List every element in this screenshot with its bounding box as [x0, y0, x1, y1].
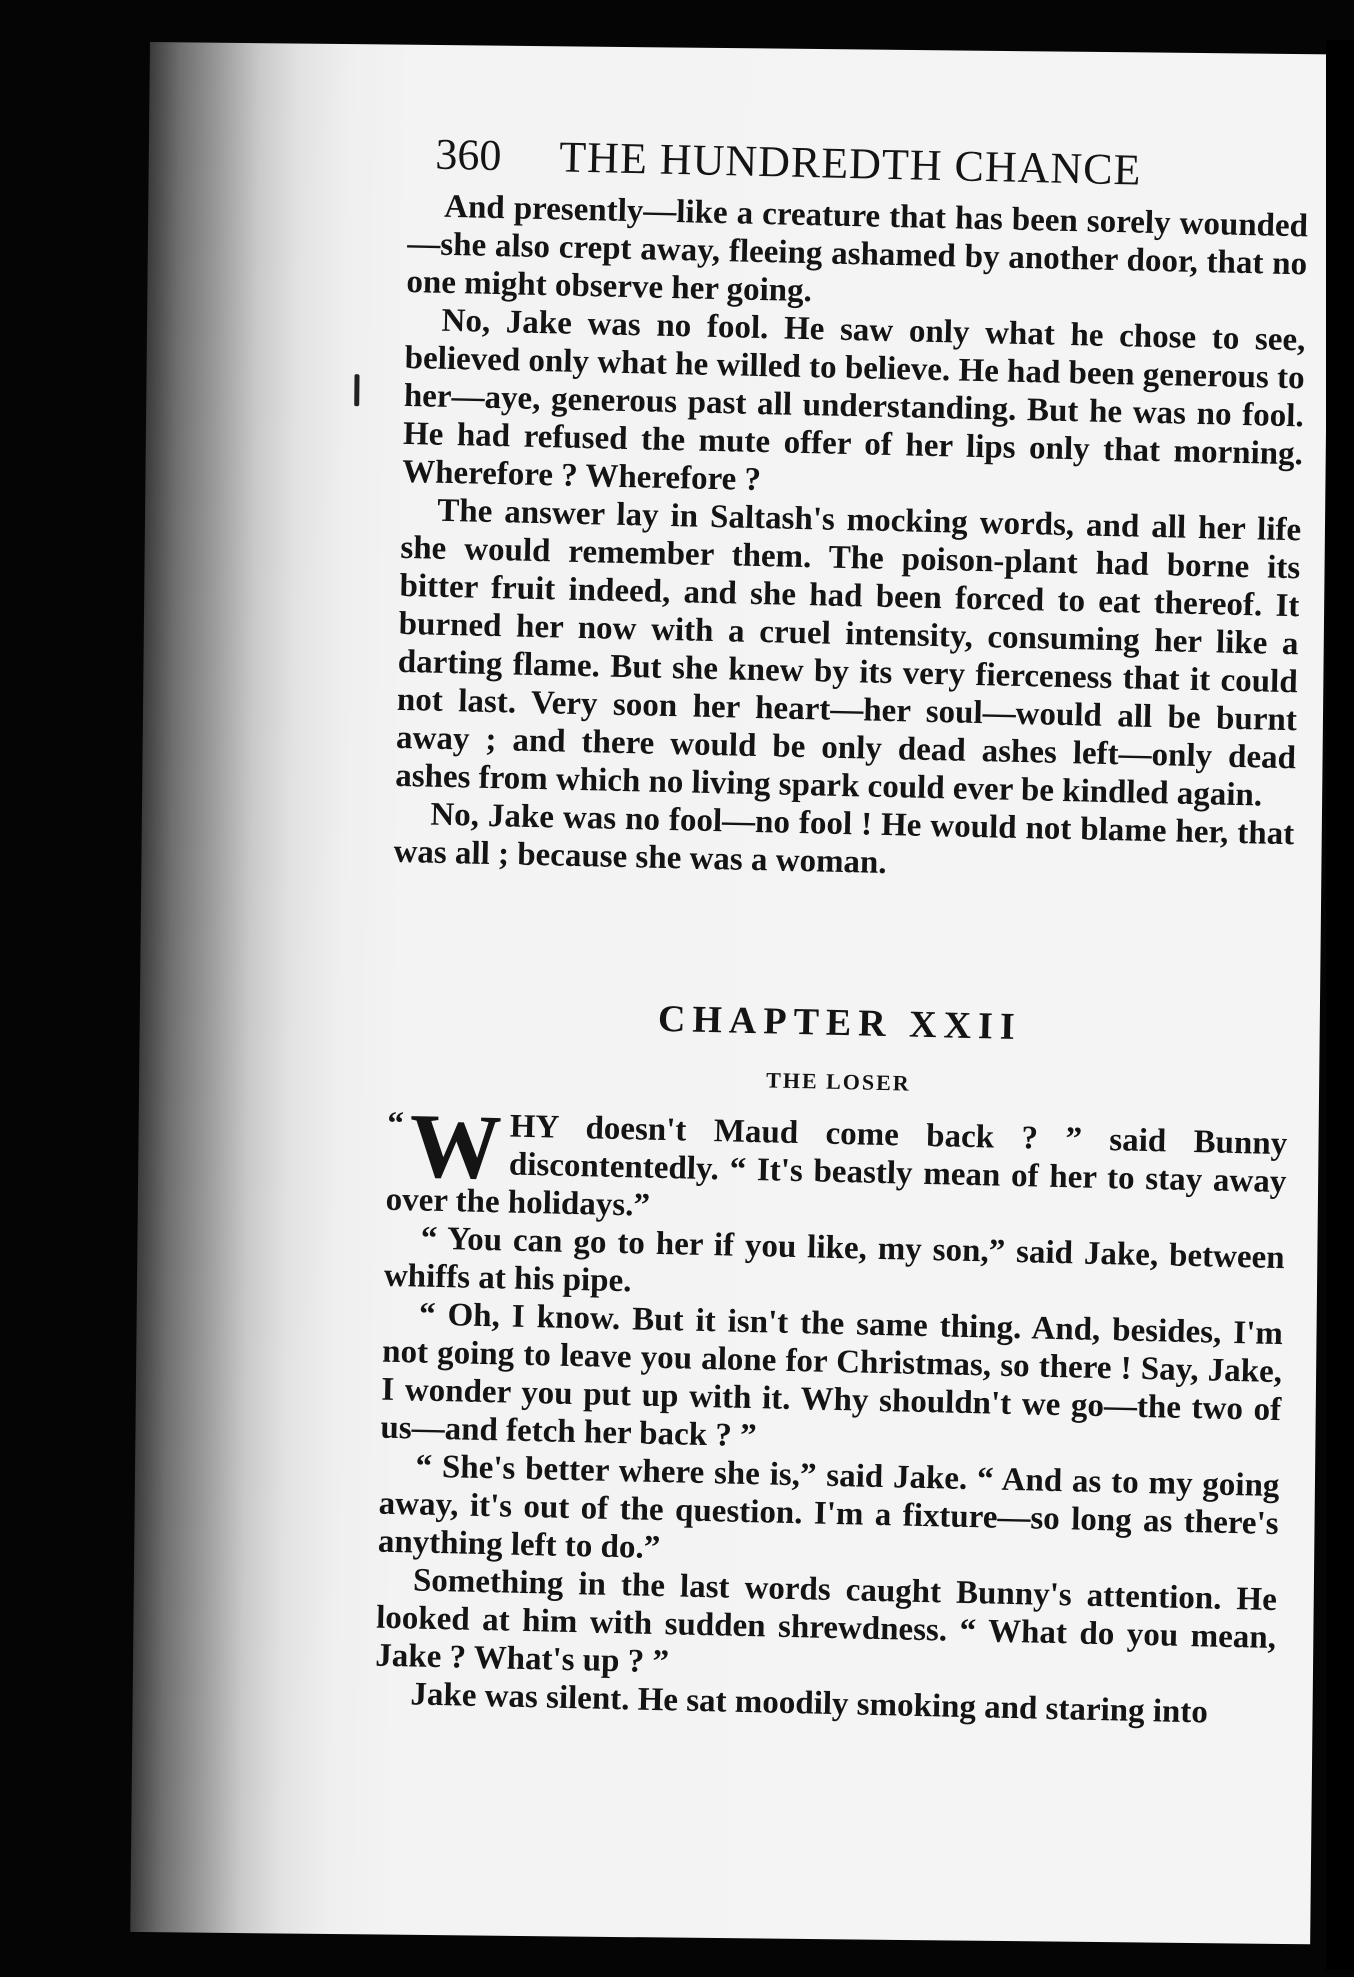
chapter-subtitle: THE LOSER	[765, 1067, 912, 1096]
paragraph: And presently—like a creature that has been sorely wounded—she also crept away, fleeing ashamed by another door, that no one might observe her going.	[406, 188, 1309, 310]
paragraph: The answer lay in Saltash's mocking words, and all her life she would remember them. The poison-plant had borne its bitter fruit indeed, and she had been forced to eat thereof. It burned her now with a cruel intensity, consuming her like a darting flame. But she knew by its very fierceness that it could not last. Very soon her heart—her soul—would all be burnt away ; and there would be only dead ashes left—only dead ashes from which no living spark could ever be kindled again.	[394, 492, 1302, 814]
page-number: 360	[434, 129, 502, 181]
page-text	[374, 128, 1310, 1733]
chapter-heading: CHAPTER XXII	[657, 997, 1023, 1049]
paragraph: Something in the last words caught Bunny's attention. He looked at him with sudden shrewdness. “ What do you mean, Jake ? What's up ? ”	[374, 1562, 1278, 1681]
page-edge-shadow	[1326, 40, 1354, 1970]
paragraph: “ Oh, I know. But it isn't the same thing. And, besides, I'm not going to leave you alone for Christmas, so there ! Say, Jake, I wonder you put up with it. Why shouldn't we go—the two of us—and fetch her back ? ”	[380, 1296, 1284, 1455]
margin-mark	[354, 374, 359, 406]
paragraph: Jake was silent. He sat moodily smoking and staring into	[410, 1676, 1209, 1731]
opening-quote-mark: “	[386, 1105, 405, 1143]
drop-cap: W	[408, 1094, 503, 1199]
paragraph: No, Jake was no fool—no fool ! He would not blame her, that was all ; because she was a woman.	[393, 796, 1295, 881]
paragraph: No, Jake was no fool. He saw only what he chose to see, believed only what he willed to believe. He had been generous to her—aye, generous past all understanding. But he was no fool. He had refused the mute offer of her lips only that morning. Wherefore ? Wherefore ?	[401, 302, 1306, 499]
paragraph: “ She's better where she is,” said Jake. “ And as to my going away, it's out of the question. I'm a fixture—so long as there's anything left to do.”	[377, 1448, 1280, 1567]
chapter-opening-paragraph	[385, 1094, 1288, 1239]
paragraph: “ You can go to her if you like, my son,” said Jake, between whiffs at his pipe.	[383, 1220, 1285, 1300]
opening-text: HY doesn't Maud come back ? ” said Bunny discontentedly. “ It's beastly mean of her to stay away over the holidays.”	[385, 1108, 1288, 1224]
book-title: THE HUNDREDTH CHANCE	[558, 132, 1142, 195]
